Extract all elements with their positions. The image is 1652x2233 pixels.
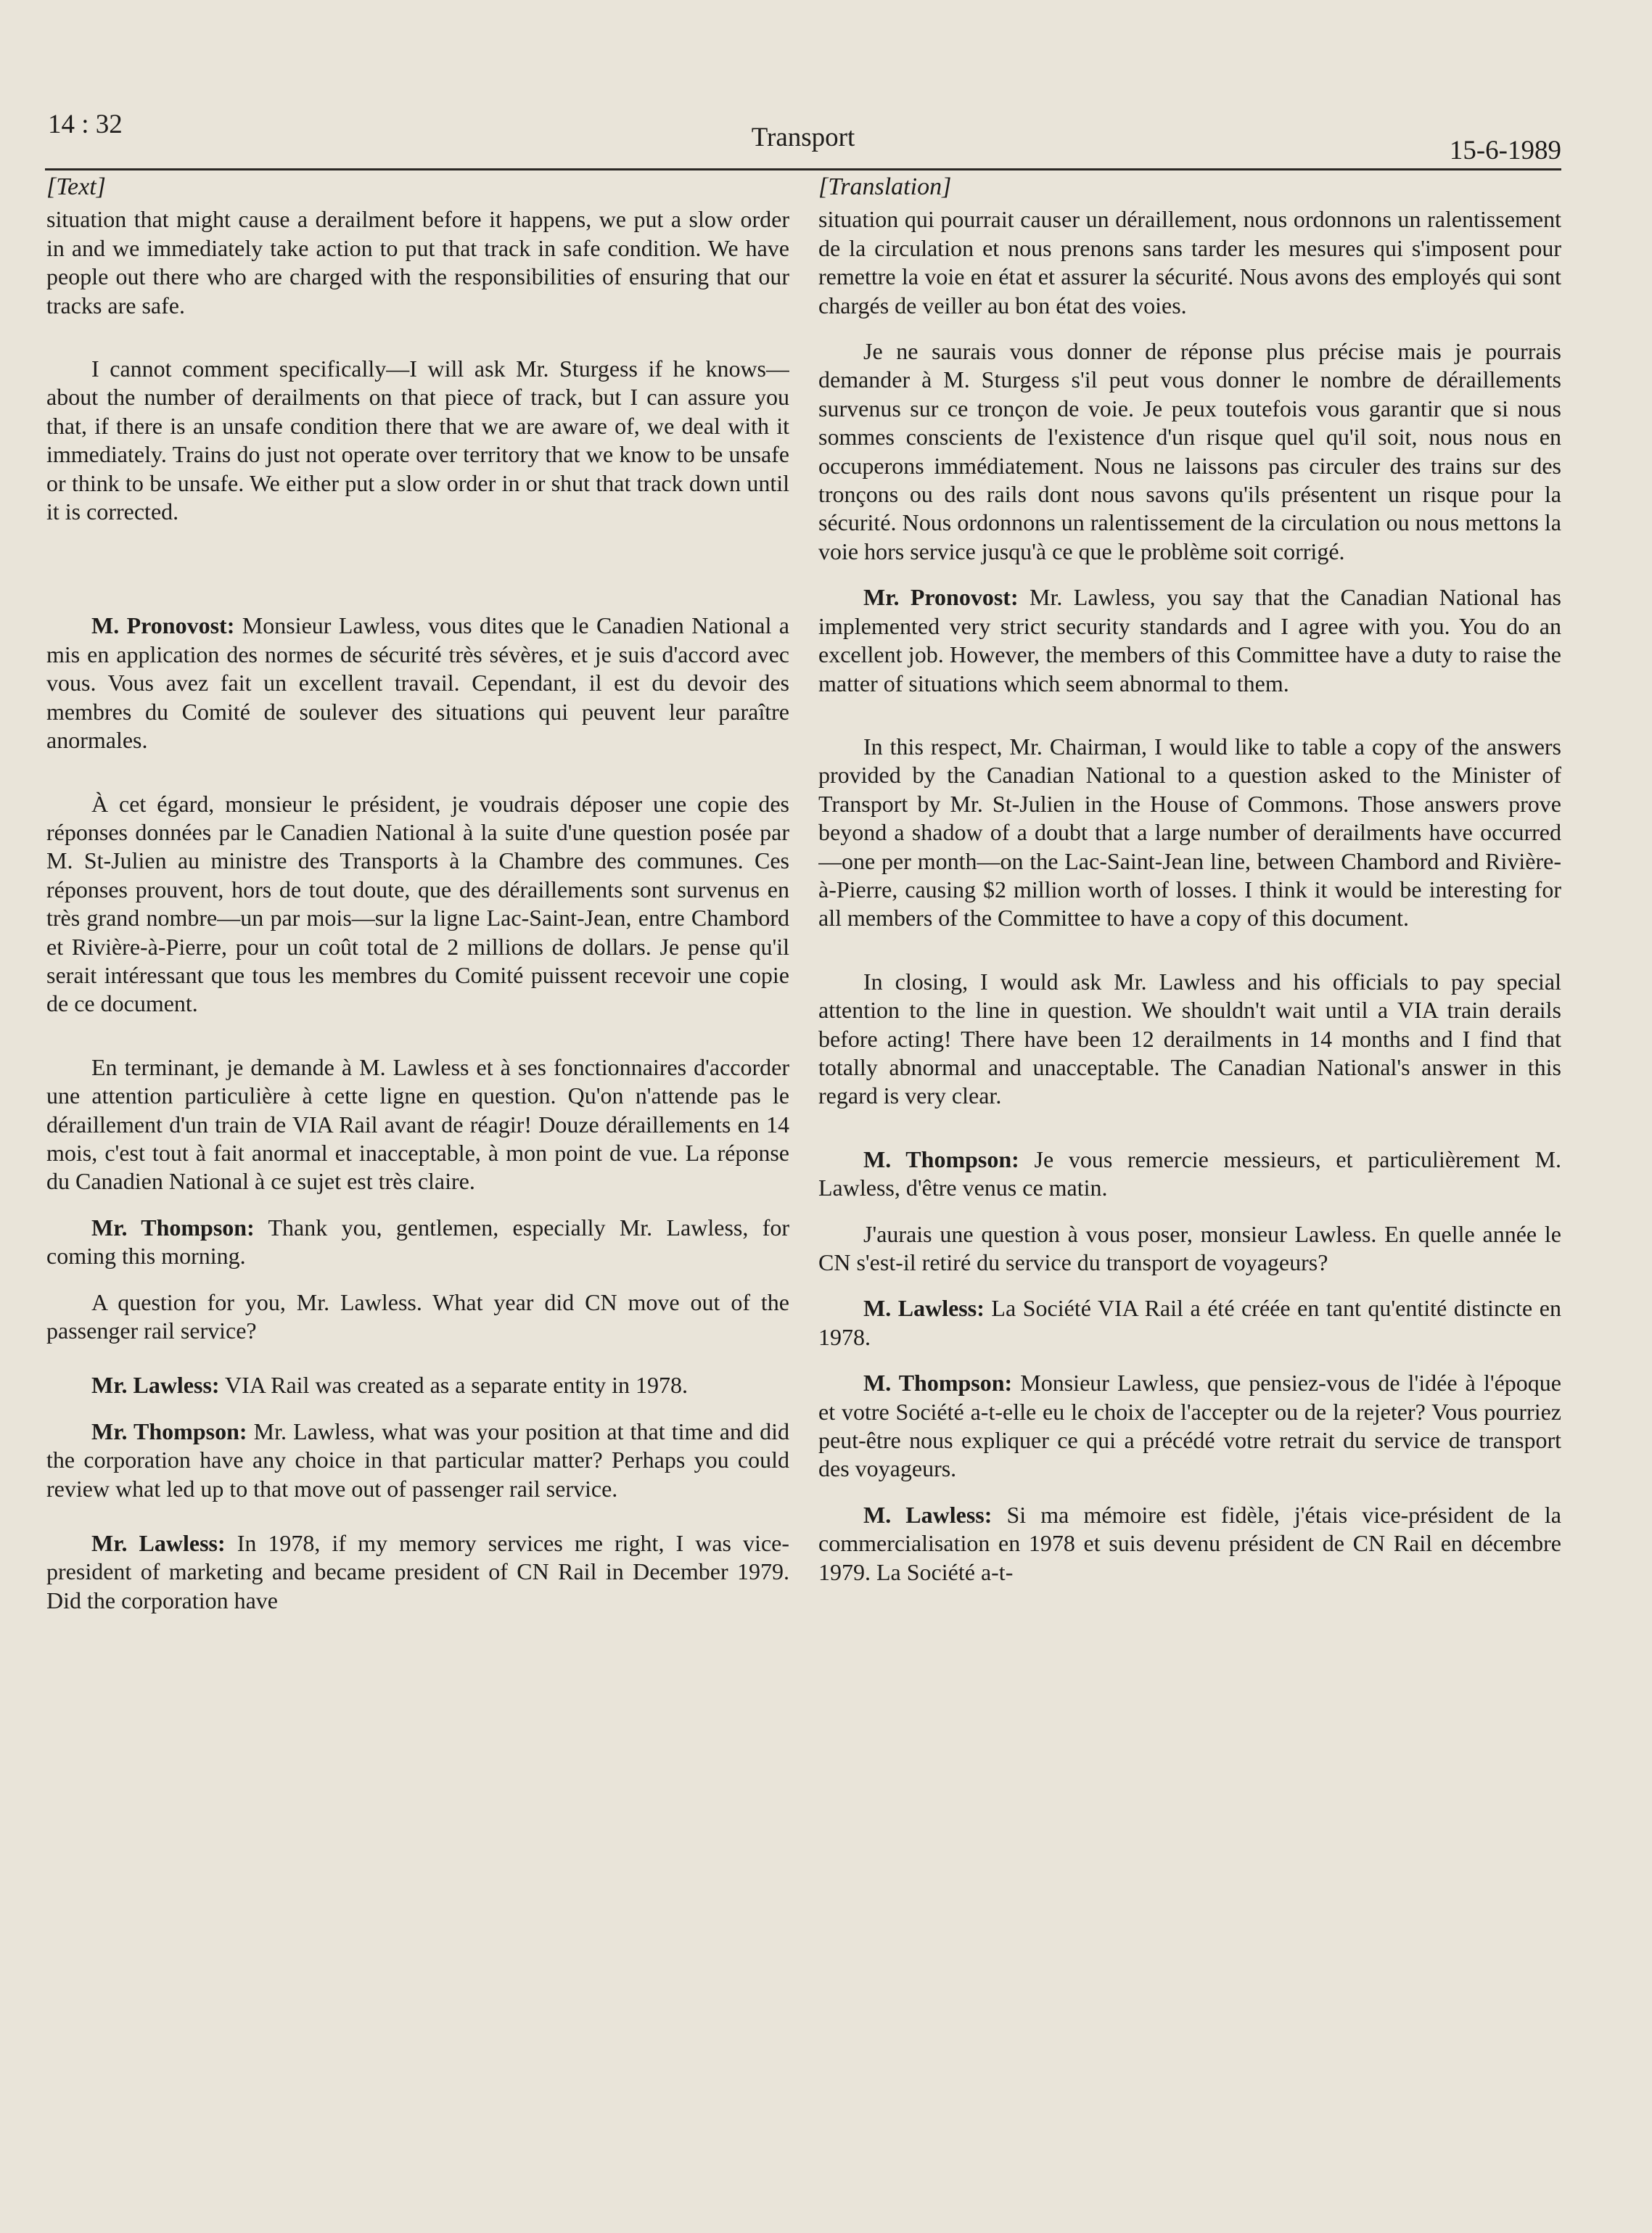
speaker-name: M. Lawless: xyxy=(863,1295,985,1322)
paragraph: A question for you, Mr. Lawless. What year did CN move out of the passenger rail service? xyxy=(46,1288,789,1344)
speech-text: Je vous remercie messieurs, et particulièrement M. Lawless, d'être venus ce matin. xyxy=(818,1146,1561,1201)
paragraph: I cannot comment specifically—I will ask Mr. Sturgess if he knows—about the number of derailments on that piece of track, but I can assure you that, if there is an unsafe condition there that we are aware of, we deal with it immediately. Trains do just not operate over territory that we know to be unsafe or think to be unsafe. We either put a slow order in or shut that track down until it is corrected. xyxy=(46,355,789,525)
page-title: Transport xyxy=(751,123,855,152)
page-header xyxy=(45,106,1561,173)
speech-text: Si ma mémoire est fidèle, j'étais vice-président de la commercialisation en 1978 et suis devenu président de CN Rail en décembre 1979. La Société a-t- xyxy=(818,1501,1561,1585)
paragraph xyxy=(818,1146,1561,1203)
speaker-name: Mr. Thompson: xyxy=(91,1418,247,1444)
speech-text: In 1978, if my memory services me right, I was vice-president of marketing and became president of CN Rail in December 1979. Did the corporation have xyxy=(46,1530,789,1613)
paragraph xyxy=(818,1369,1561,1484)
language-tag: [Translation] xyxy=(818,173,952,200)
speech-text: Monsieur Lawless, vous dites que le Canadien National a mis en application des normes de sécurité très sévères, et je suis d'accord avec vous. Vous avez fait un excellent travail. Cependant, il est du devoir des membres du Comité de soulever des situations qui peuvent leur paraître anormales. xyxy=(46,612,789,754)
speech-text: Mr. Lawless, what was your position at that time and did the corporation have any choice in that particular matter? Perhaps you could review what led up to that move out of passenger rail service. xyxy=(46,1418,789,1502)
paragraph: situation that might cause a derailment before it happens, we put a slow order in and we immediately take action to put that track in safe condition. We have people out there who are charged with the responsibilities of ensuring that our tracks are safe. xyxy=(46,206,789,318)
paragraph xyxy=(46,1371,789,1399)
page-date: 15-6-1989 xyxy=(1449,136,1561,165)
speaker-name: M. Thompson: xyxy=(863,1146,1019,1172)
page-number: 14 : 32 xyxy=(48,110,123,139)
speech-text: VIA Rail was created as a separate entity in 1978. xyxy=(219,1372,688,1399)
paragraph: J'aurais une question à vous poser, monsieur Lawless. En quelle année le CN s'est-il retiré du service du transport de voyageurs? xyxy=(818,1220,1561,1275)
paragraph: situation qui pourrait causer un déraillement, nous ordonnons un ralentissement de la circulation et nous prenons sans tarder les mesures qui s'imposent pour remettre la voie en état et assurer la sécurité. Nous avons des employés qui sont chargés de veiller au bon état des voies. xyxy=(818,206,1561,318)
paragraph: In this respect, Mr. Chairman, I would like to table a copy of the answers provided by the Canadian National to a question asked to the Minister of Transport by Mr. St-Julien in the House of Commons. Those answers prove beyond a shadow of a doubt that a large number of derailments have occurred—one per month—on the Lac-Saint-Jean line, between Chambord and Rivière-à-Pierre, causing $2 million worth of losses. I think it would be interesting for all members of the Committee to have a copy of this document. xyxy=(818,733,1561,932)
paragraph: À cet égard, monsieur le président, je voudrais déposer une copie des réponses données par le Canadien National à la suite d'une question posée par M. St-Julien au ministre des Transports à la Chambre des communes. Ces réponses prouvent, hors de tout doute, que des déraillements sont survenus en très grand nombre—un par mois—sur la ligne Lac-Saint-Jean, entre Chambord et Rivière-à-Pierre, pour un coût total de 2 millions de dollars. Je pense qu'il serait intéressant que tous les membres du Comité puissent recevoir une copie de ce document. xyxy=(46,790,789,1017)
speech-text: La Société VIA Rail a été créée en tant qu'entité distincte en 1978. xyxy=(818,1295,1561,1350)
speaker-name: M. Lawless: xyxy=(863,1501,993,1528)
left-column xyxy=(46,173,789,2204)
speaker-name: Mr. Lawless: xyxy=(91,1530,226,1557)
language-tag: [Text] xyxy=(46,173,106,200)
speaker-name: Mr. Lawless: xyxy=(91,1372,220,1399)
right-column xyxy=(818,173,1561,2204)
paragraph: Je ne saurais vous donner de réponse plus précise mais je pourrais demander à M. Sturgess s'il peut vous donner le nombre de déraillements survenus sur ce tronçon de voie. Je peux toutefois vous garantir que si nous sommes conscients de l'existence d'un risque quel qu'il soit, nous nous en occuperons immédiatement. Nous ne laissons pas circuler des trains sur des tronçons ou des rails dont nous savons qu'ils présentent un risque pour la sécurité. Nous ordonnons un ralentissement de la circulation ou nous mettons la voie hors service jusqu'à ce que le problème soit corrigé. xyxy=(818,338,1561,564)
speaker-name: Mr. Thompson: xyxy=(91,1214,255,1241)
paragraph xyxy=(46,1214,789,1271)
paragraph xyxy=(46,1529,789,1615)
paragraph xyxy=(818,583,1561,698)
paragraph: En terminant, je demande à M. Lawless et à ses fonctionnaires d'accorder une attention particulière à cette ligne en question. Qu'on n'attende pas le déraillement d'un train de VIA Rail avant de réagir! Douze déraillements en 14 mois, c'est tout à fait anormal et inacceptable, à mon point de vue. La réponse du Canadien National à ce sujet est très claire. xyxy=(46,1053,789,1195)
speaker-name: M. Pronovost: xyxy=(91,612,235,639)
paragraph xyxy=(46,612,789,754)
paragraph xyxy=(818,1294,1561,1352)
paragraph xyxy=(46,1418,789,1503)
speech-text: Monsieur Lawless, que pensiez-vous de l'idée à l'époque et votre Société a-t-elle eu le choix de l'accepter ou de la rejeter? Vous pourriez peut-être nous expliquer ce qui a précédé votre retrait du service de transport des voyageurs. xyxy=(818,1370,1561,1482)
speaker-name: Mr. Pronovost: xyxy=(863,584,1019,611)
speaker-name: M. Thompson: xyxy=(863,1370,1013,1397)
header-rule xyxy=(45,168,1561,170)
paragraph xyxy=(818,1501,1561,1587)
speech-text: Thank you, gentlemen, especially Mr. Lawless, for coming this morning. xyxy=(46,1214,789,1270)
paragraph: In closing, I would ask Mr. Lawless and his officials to pay special attention to the line in question. We shouldn't wait until a VIA train derails before acting! There have been 12 derailments in 14 months and I find that totally abnormal and unacceptable. The Canadian National's answer in this regard is very clear. xyxy=(818,968,1561,1109)
speech-text: Mr. Lawless, you say that the Canadian National has implemented very strict security standards and I agree with you. You do an excellent job. However, the members of this Committee have a duty to raise the matter of situations which seem abnormal to them. xyxy=(818,584,1561,696)
